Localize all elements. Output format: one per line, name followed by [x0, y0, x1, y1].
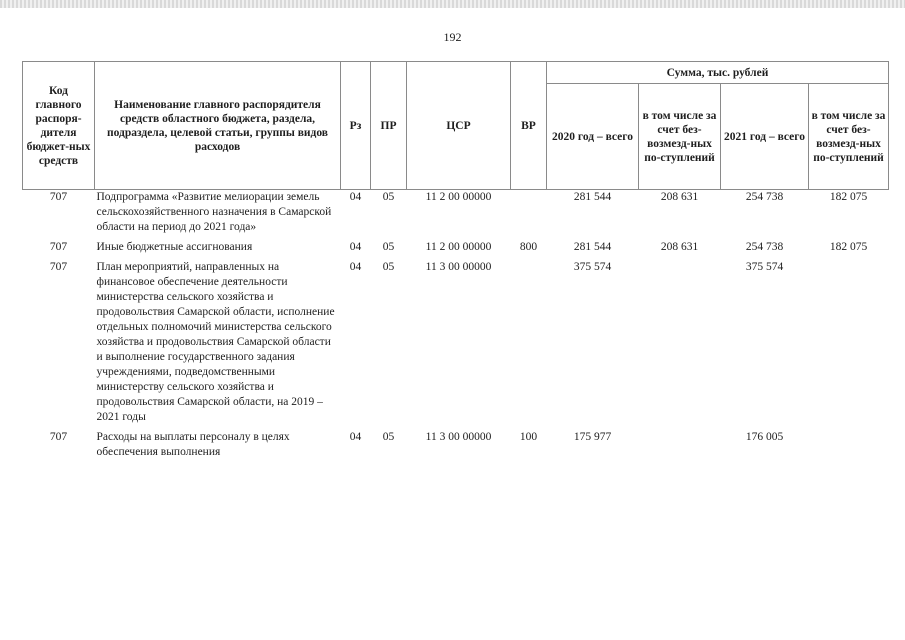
cell-pr: 05: [382, 191, 395, 203]
cell-2021-free: 182 075: [829, 241, 868, 253]
header-rz: Рз: [341, 62, 371, 190]
cell-name: План мероприятий, направленных на финансовое обеспечение деятельности министерства сельского хозяйства и продовольствия Самарской области, исполнение отдельных полномочий министерства сельского хозяйства и продовольствия Самарской области и выполнение государственного задания учреждениями, подведомственными министерству сельского хозяйства и продовольствия Самарской области, на 2019 – 2021 годы: [96, 261, 335, 423]
cell-2020-free: 208 631: [660, 191, 699, 203]
header-sum-group: Сумма, тыс. рублей: [547, 62, 889, 84]
cell-csr: 11 3 00 00000: [425, 431, 492, 443]
cell-2020-total: 175 977: [573, 431, 612, 443]
cell-rz: 04: [349, 431, 362, 443]
cell-pr: 05: [382, 241, 395, 253]
table-row: [23, 190, 889, 241]
cell-vr: 100: [519, 431, 538, 443]
header-name: Наименование главного распорядителя средств областного бюджета, раздела, подраздела, целевой статьи, группы видов расходов: [95, 62, 341, 190]
table-header: [23, 62, 889, 190]
cell-csr: 11 2 00 00000: [425, 241, 492, 253]
cell-2020-total: 281 544: [573, 191, 612, 203]
header-2020-free: в том числе за счет без-возмезд-ных по-ступлений: [639, 84, 721, 190]
cell-2021-total: 176 005: [745, 431, 784, 443]
cell-kod: 707: [49, 241, 68, 253]
header-2021-total: 2021 год – всего: [721, 84, 809, 190]
cell-2021-total: 254 738: [745, 191, 784, 203]
cell-kod: 707: [49, 261, 68, 273]
cell-2020-total: 375 574: [573, 261, 612, 273]
cell-csr: 11 2 00 00000: [425, 191, 492, 203]
cell-name: Подпрограмма «Развитие мелиорации земель сельскохозяйственного назначения в Самарской области на период до 2021 года»: [96, 191, 332, 233]
cell-2021-free: [809, 260, 889, 430]
cell-vr: [511, 260, 547, 430]
header-2021-free: в том числе за счет без-возмезд-ных по-ступлений: [809, 84, 889, 190]
cell-2020-total: 281 544: [573, 241, 612, 253]
table-row: [23, 240, 889, 260]
cell-2020-free: [639, 260, 721, 430]
cell-pr: 05: [382, 431, 395, 443]
cell-2020-free: [639, 430, 721, 465]
cell-2021-total: 254 738: [745, 241, 784, 253]
header-pr: ПР: [371, 62, 407, 190]
table-row: [23, 260, 889, 430]
table-row: [23, 430, 889, 465]
budget-table: [22, 61, 889, 465]
cell-kod: 707: [49, 191, 68, 203]
header-2020-total: 2020 год – всего: [547, 84, 639, 190]
header-vr: ВР: [511, 62, 547, 190]
cell-rz: 04: [349, 241, 362, 253]
cell-2021-free: [809, 430, 889, 465]
page-number: 192: [443, 30, 462, 44]
cell-rz: 04: [349, 191, 362, 203]
cell-name: Расходы на выплаты персоналу в целях обеспечения выполнения: [96, 431, 290, 458]
cell-pr: 05: [382, 261, 395, 273]
cell-name: Иные бюджетные ассигнования: [96, 241, 253, 253]
cell-2021-free: 182 075: [829, 191, 868, 203]
cell-rz: 04: [349, 261, 362, 273]
header-csr: ЦСР: [407, 62, 511, 190]
cell-2021-total: 375 574: [745, 261, 784, 273]
cell-csr: 11 3 00 00000: [425, 261, 492, 273]
cell-2020-free: 208 631: [660, 241, 699, 253]
cell-vr: 800: [519, 241, 538, 253]
scan-top-edge: [0, 0, 905, 8]
table-body: [23, 190, 889, 466]
cell-kod: 707: [49, 431, 68, 443]
header-kod: Код главного распоря-дителя бюджет-ных средств: [23, 62, 95, 190]
cell-vr: [511, 190, 547, 241]
